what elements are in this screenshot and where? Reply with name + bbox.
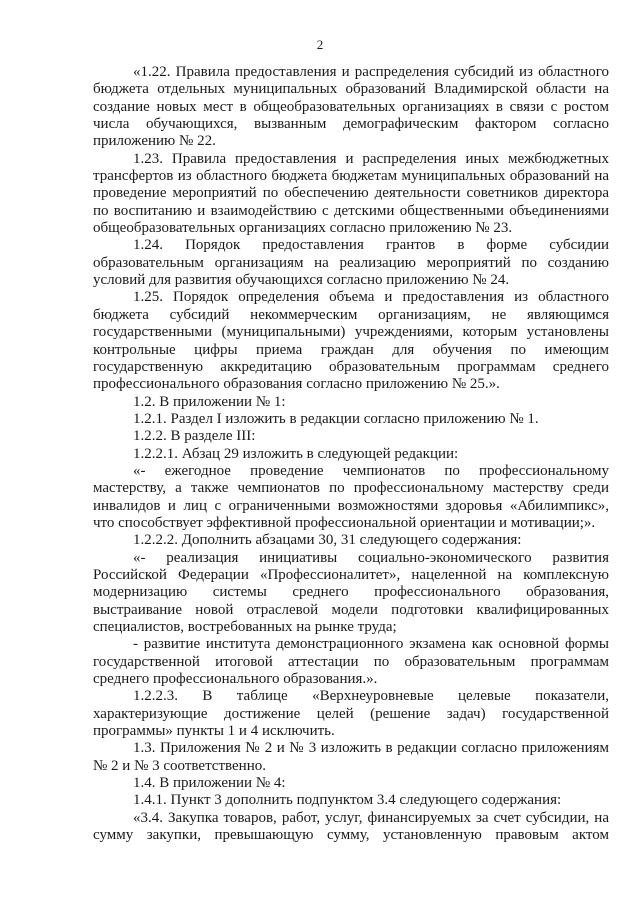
text-line: образовательным организациям на реализацию мероприятий по созданию xyxy=(93,254,609,271)
text-line: «- ежегодное проведение чемпионатов по профессиональному xyxy=(133,462,609,479)
text-line: инвалидов и лиц с ограниченными возможностями здоровья «Абилимпикс», xyxy=(93,497,609,514)
text-line: бюджета отдельных муниципальных образований Владимирской области на xyxy=(93,81,609,98)
text-line: - развитие института демонстрационного экзамена как основной формы xyxy=(133,636,609,653)
text-line: приложению № 22. xyxy=(93,133,216,150)
text-line: числа обучающихся, вызванным демографическим фактором согласно xyxy=(93,116,609,133)
text-line: 1.2.2.1. Абзац 29 изложить в следующей редакции: xyxy=(133,445,459,462)
text-line: 1.24. Порядок предоставления грантов в форме субсидии xyxy=(133,237,609,254)
text-line: «1.22. Правила предоставления и распределения субсидий из областного xyxy=(133,64,609,80)
text-line: по воспитанию и взаимодействию с детскими общественными объединениями xyxy=(93,202,609,219)
text-line: сумму закупки, превышающую сумму, установленную правовым актом xyxy=(93,827,609,844)
text-line: 1.25. Порядок определения объема и предоставления из областного xyxy=(133,289,609,306)
page-number: 2 xyxy=(316,37,324,52)
text-line: трансфертов из областного бюджета бюджетам муниципальных образований на xyxy=(93,168,609,185)
text-line: модернизацию системы среднего профессионального образования, xyxy=(93,584,609,601)
text-line: создание новых мест в общеобразовательных организациях в связи с ростом xyxy=(93,98,609,115)
text-line: государственной итоговой аттестации по образовательным программам xyxy=(93,653,609,670)
text-line: Российской Федерации «Профессионалитет», нацеленной на комплексную xyxy=(93,566,609,583)
document-body xyxy=(93,64,609,844)
text-line: государственными (муниципальными) учреждениями, которым установлены xyxy=(93,324,609,341)
text-line: 1.2.2. В разделе III: xyxy=(133,428,256,445)
text-line: «3.4. Закупка товаров, работ, услуг, финансируемых за счет субсидии, на xyxy=(133,809,609,826)
text-line: программы» пункты 1 и 4 исключить. xyxy=(93,723,335,740)
text-line: что способствует эффективной профессиональной ориентации и мотивации;». xyxy=(93,514,596,531)
text-line: характеризующие достижение целей (решение задач) государственной xyxy=(93,705,609,722)
text-line: 1.23. Правила предоставления и распределения иных межбюджетных xyxy=(133,150,609,167)
text-line: 1.2. В приложении № 1: xyxy=(133,393,286,410)
text-line: мастерству, а также чемпионатов по профессиональному мастерству среди xyxy=(93,480,609,497)
text-line: 1.2.2.3. В таблице «Верхнеуровневые целевые показатели, xyxy=(133,688,609,705)
text-line: 1.3. Приложения № 2 и № 3 изложить в редакции согласно приложениям xyxy=(133,740,609,757)
text-line: 1.2.2.2. Дополнить абзацами 30, 31 следующего содержания: xyxy=(133,532,522,549)
text-line: 1.2.1. Раздел I изложить в редакции согласно приложению № 1. xyxy=(133,410,539,427)
text-line: контрольные цифры приема граждан для обучения по имеющим xyxy=(93,341,609,358)
text-line: выстраивание новой отраслевой модели подготовки квалифицированных xyxy=(93,601,609,618)
text-line: «- реализация инициативы социально-экономического развития xyxy=(133,549,609,566)
text-line: условий для развития обучающихся согласно приложению № 24. xyxy=(93,272,510,289)
text-line: 1.4. В приложении № 4: xyxy=(133,775,286,792)
text-line: 1.4.1. Пункт 3 дополнить подпунктом 3.4 следующего содержания: xyxy=(133,792,562,809)
text-line: среднего профессионального образования.». xyxy=(93,671,378,688)
text-line: профессионального образования согласно приложению № 25.». xyxy=(93,376,500,393)
text-line: государственную аккредитацию образовательным программам среднего xyxy=(93,358,609,375)
text-line: проведение мероприятий по обеспечению деятельности советников директора xyxy=(93,185,609,202)
text-line: бюджета субсидий некоммерческим организациям, не являющимся xyxy=(93,306,609,323)
text-line: специалистов, востребованных на рынке труда; xyxy=(93,619,397,635)
text-line: № 2 и № 3 соответственно. xyxy=(93,757,266,774)
text-line: общеобразовательных организациях согласно приложению № 23. xyxy=(93,220,513,237)
